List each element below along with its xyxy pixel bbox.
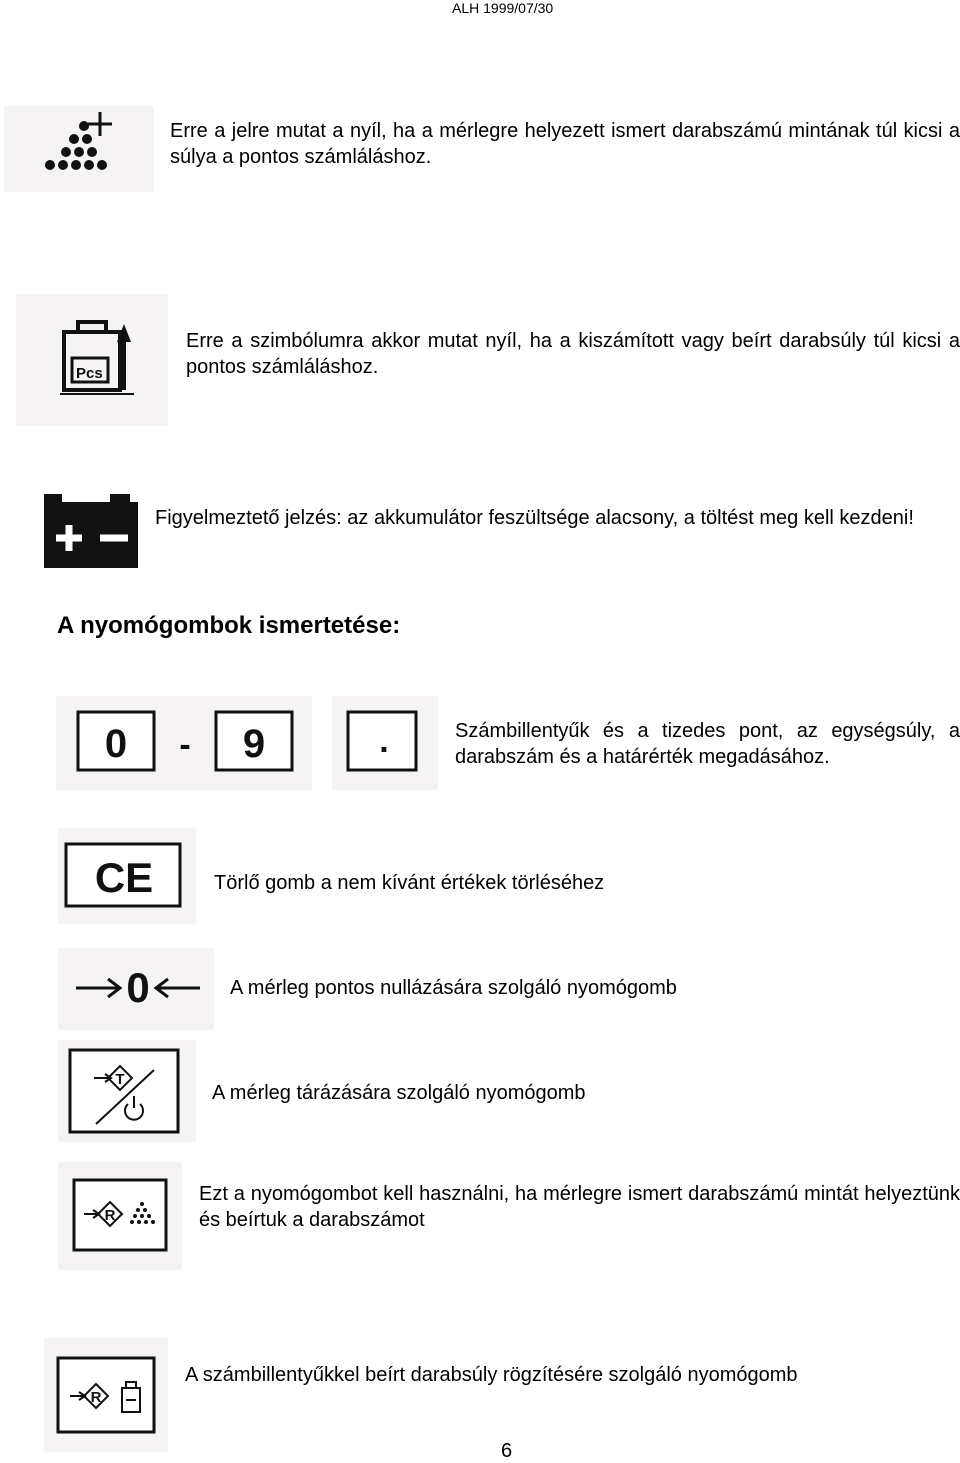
ref-count-key-icon — [58, 1162, 182, 1270]
button-description: A mérleg pontos nullázására szolgáló nyomógomb — [230, 977, 677, 999]
document-code: ALH 1999/07/30 — [452, 0, 554, 16]
symbol-description: Erre a jelre mutat a nyíl, ha a mérlegre helyezett ismert darabszámú mintának túl kicsi a súlya a pontos számláláshoz. — [170, 120, 960, 168]
ce-key-icon — [58, 828, 196, 924]
button-description: A mérleg tárázására szolgáló nyomógomb — [212, 1082, 586, 1104]
decimal-key-icon — [332, 696, 438, 790]
key-ce-label: CE — [94, 854, 154, 901]
tare-key-icon — [58, 1040, 196, 1142]
key-zero-label: 0 — [126, 964, 150, 1011]
symbol-description: Erre a szimbólumra akkor mutat nyíl, ha a kiszámított vagy beírt darabsúly túl kicsi a pontos számláláshoz. — [186, 330, 960, 378]
key-zero-label: 0 — [104, 722, 128, 766]
key-dot-label: . — [379, 722, 389, 760]
reference-label: R — [90, 1389, 102, 1406]
battery-icon — [44, 494, 138, 568]
button-description: Ezt a nyomógombot kell használni, ha mérlegre ismert darabszámú mintát helyeztünk és beírtuk a darabszámot — [199, 1183, 960, 1231]
button-description: Számbillentyűk és a tizedes pont, az egységsúly, a darabszám és a határérték megadásához. — [455, 720, 960, 768]
digit-keys-icon — [56, 696, 312, 790]
dots-plus-icon — [4, 106, 154, 192]
section-title: A nyomógombok ismertetése: — [57, 612, 401, 639]
key-nine-label: 9 — [242, 722, 266, 766]
icon-label: Pcs — [76, 365, 103, 382]
page-number: 6 — [501, 1440, 513, 1462]
ref-weight-key-icon — [44, 1338, 168, 1452]
range-dash: - — [179, 726, 191, 764]
reference-label: R — [104, 1207, 116, 1224]
piece-weight-arrow-icon — [16, 294, 168, 426]
symbol-description: Figyelmeztető jelzés: az akkumulátor feszültsége alacsony, a töltést meg kell kezdeni! — [155, 507, 914, 529]
tare-label: T — [115, 1071, 125, 1088]
button-description: A számbillentyűkkel beírt darabsúly rögzítésére szolgáló nyomógomb — [185, 1364, 798, 1386]
button-description: Törlő gomb a nem kívánt értékek törléséhez — [214, 872, 605, 894]
zero-key-icon — [58, 948, 214, 1030]
